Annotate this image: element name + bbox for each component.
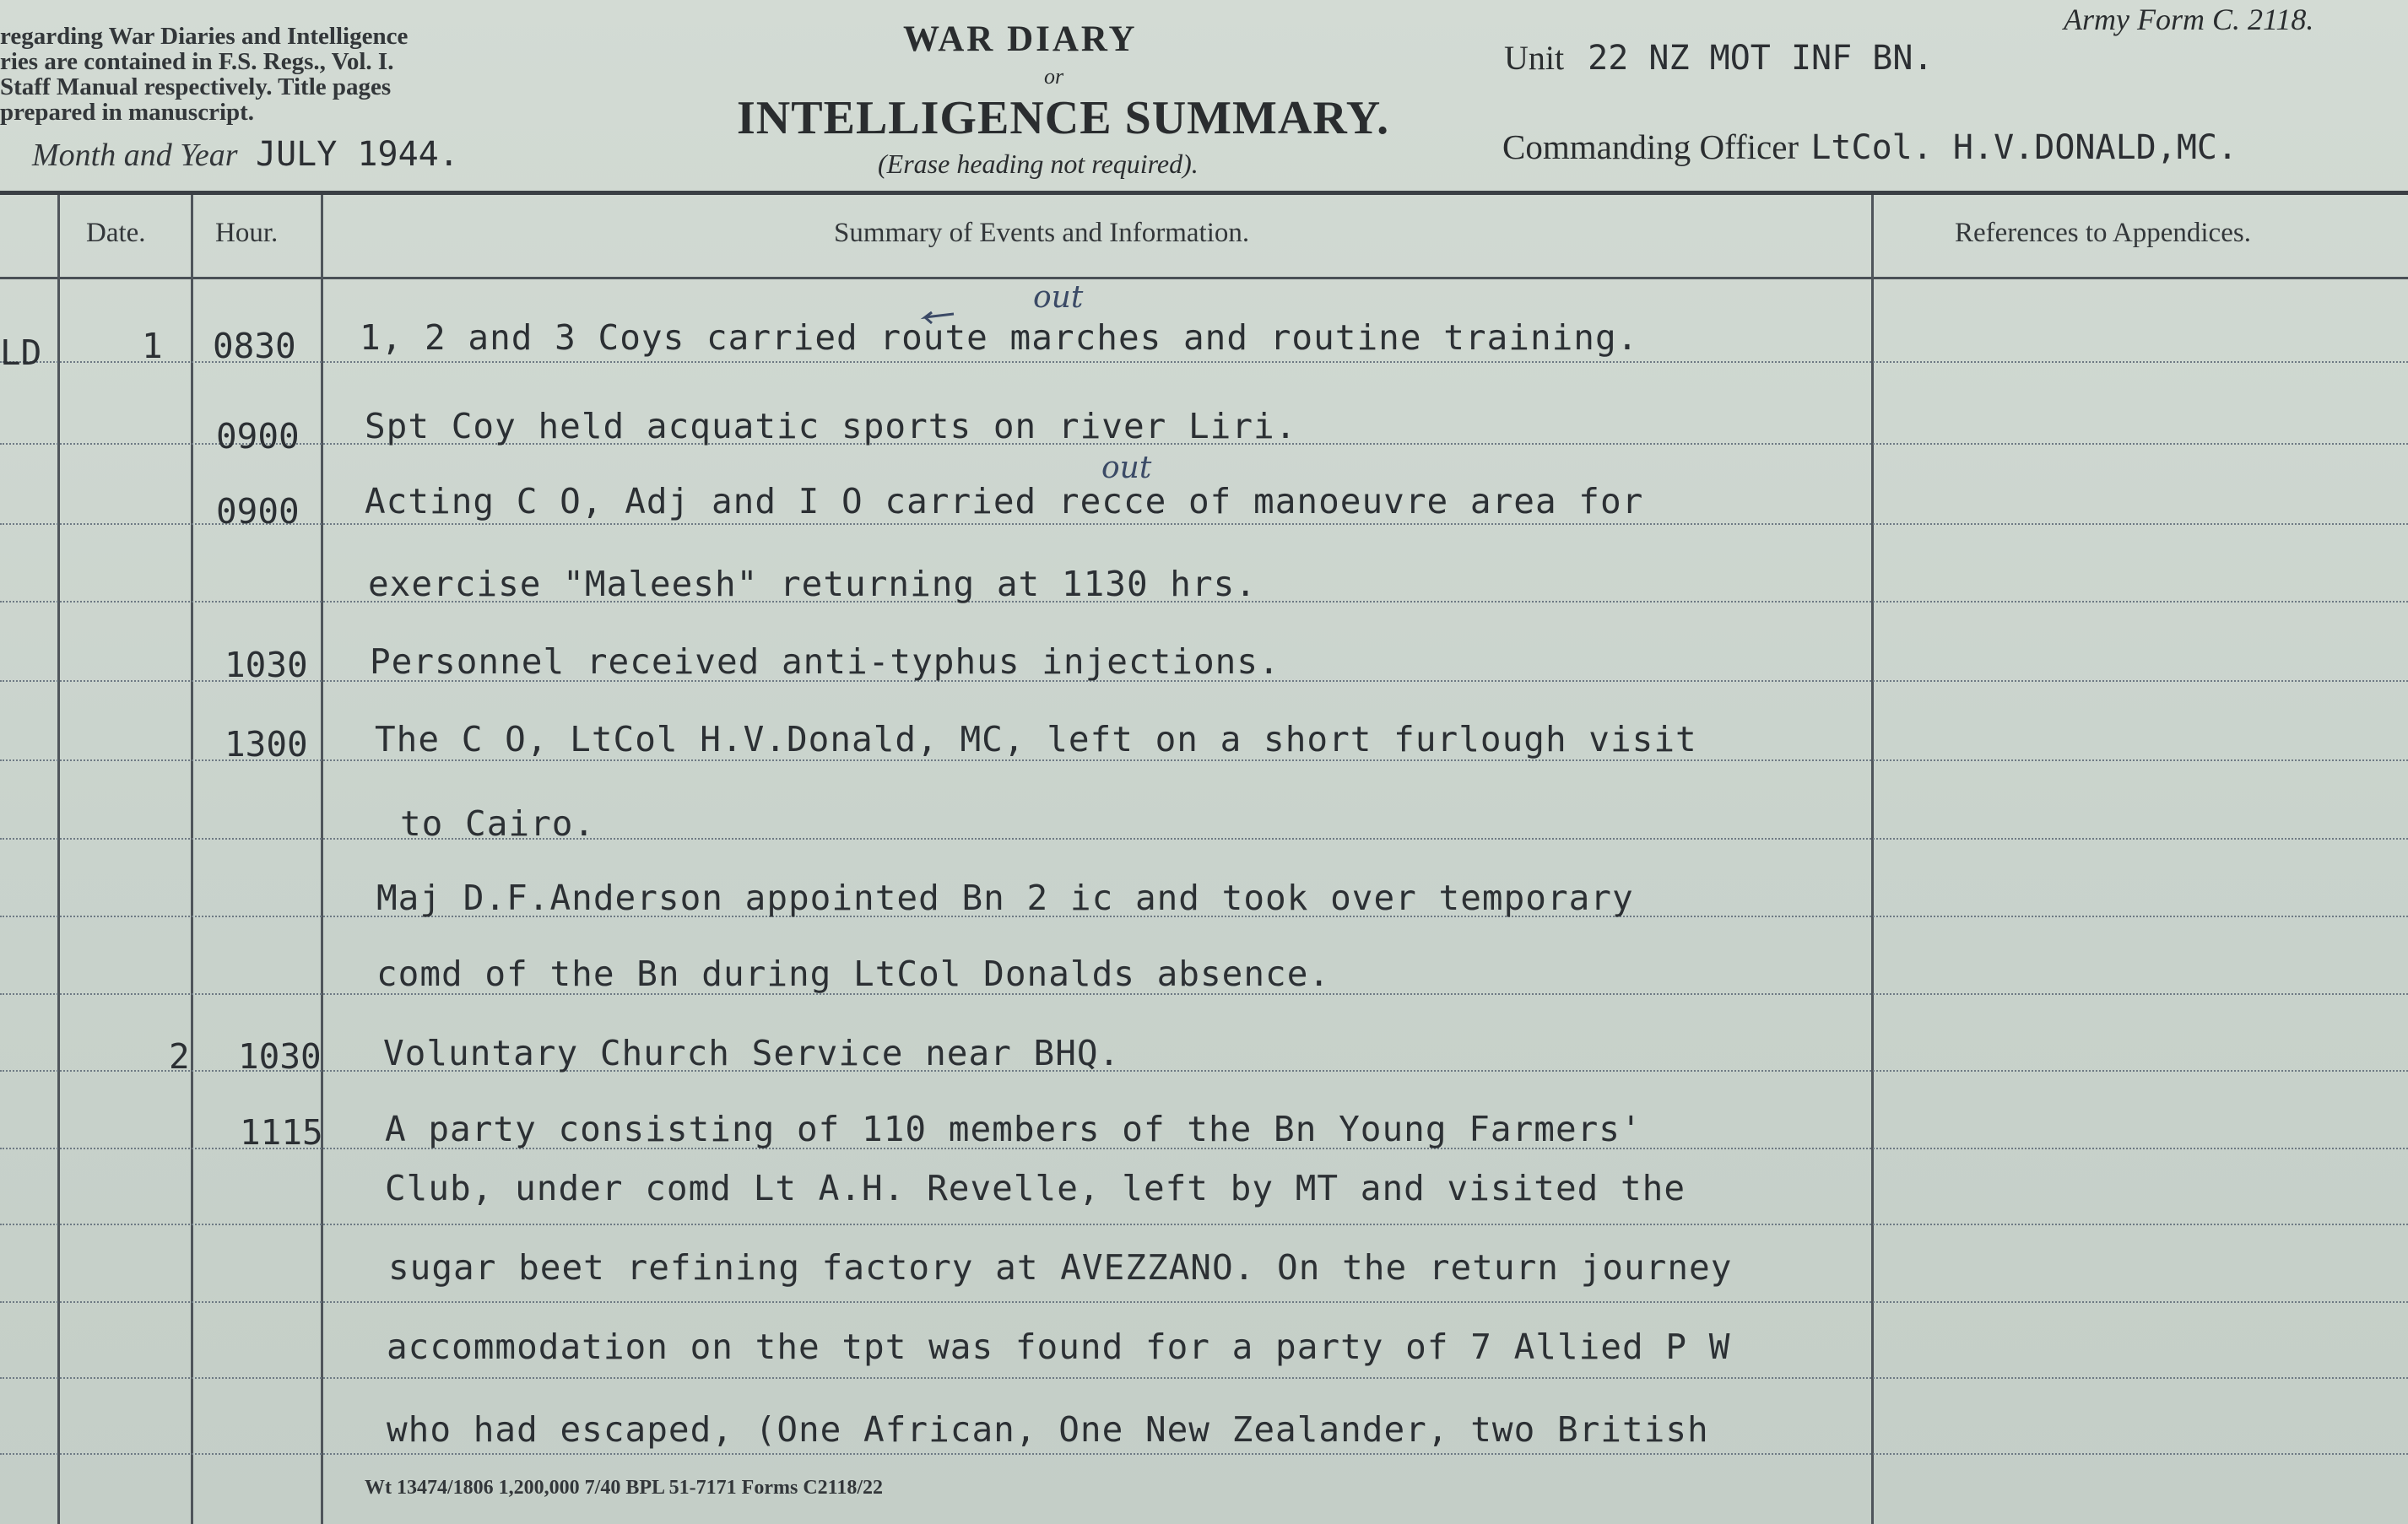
commanding-officer-field	[1502, 127, 2238, 167]
entry-hour: 1030	[225, 645, 308, 685]
entry-text: Acting C O, Adj and I O carried recce of manoeuvre area for	[365, 481, 1644, 522]
row-rule	[0, 1453, 2408, 1455]
regulations-note	[0, 24, 408, 125]
entry-text: Club, under comd Lt A.H. Revelle, left by MT and visited the	[385, 1168, 1686, 1208]
row-rule	[0, 361, 2408, 363]
month-year-value: JULY 1944.	[256, 135, 459, 174]
month-year-field	[32, 135, 459, 174]
row-rule	[0, 1224, 2408, 1225]
entry-hour: 0900	[216, 491, 300, 532]
row-rule	[0, 1301, 2408, 1303]
entry-text: Maj D.F.Anderson appointed Bn 2 ic and took over temporary	[376, 878, 1634, 918]
regulations-note-line: Staff Manual respectively. Title pages	[0, 73, 392, 100]
column-header-hour: Hour.	[215, 218, 279, 248]
regulations-note-line: ries are contained in F.S. Regs., Vol. I.	[0, 48, 394, 75]
entry-text: who had escaped, (One African, One New Zealander, two British	[387, 1409, 1709, 1450]
column-divider	[1871, 195, 1874, 1524]
entry-hour: 0900	[216, 416, 300, 457]
entry-text: Voluntary Church Service near BHQ.	[383, 1033, 1121, 1073]
column-header-references: References to Appendices.	[1955, 218, 2251, 248]
month-year-label: Month and Year	[32, 138, 238, 173]
row-rule	[0, 1070, 2408, 1072]
header-divider	[0, 191, 2408, 195]
commanding-officer-value: LtCol. H.V.DONALD,MC.	[1810, 128, 2238, 167]
entry-hour: 1030	[238, 1036, 322, 1077]
row-rule	[0, 523, 2408, 525]
entry-date: 2	[169, 1036, 190, 1077]
printer-imprint: Wt 13474/1806 1,200,000 7/40 BPL 51-7171 Forms C2118/22	[365, 1477, 883, 1499]
form-title-note: (Erase heading not required).	[878, 149, 1199, 179]
column-divider	[191, 195, 193, 1524]
form-title-or: or	[1044, 64, 1064, 89]
form-title-war-diary: WAR DIARY	[903, 19, 1138, 59]
entry-hour: 1300	[225, 724, 308, 765]
column-divider	[321, 195, 323, 1524]
handwritten-correction: out	[1033, 280, 1084, 315]
handwritten-correction: out	[1101, 451, 1152, 485]
row-rule	[0, 759, 2408, 761]
form-title-intelligence-summary: INTELLIGENCE SUMMARY.	[737, 92, 1390, 144]
column-header-summary: Summary of Events and Information.	[834, 218, 1250, 248]
regulations-note-line: prepared in manuscript.	[0, 99, 255, 126]
column-header-date: Date.	[86, 218, 146, 248]
entry-text: Personnel received anti-typhus injections.	[370, 641, 1280, 682]
entry-hour: 1115	[240, 1112, 323, 1153]
unit-label: Unit	[1504, 39, 1565, 77]
entry-place: LD	[0, 332, 42, 373]
commanding-officer-label: Commanding Officer	[1502, 127, 1799, 166]
entry-text: exercise "Maleesh" returning at 1130 hrs.	[368, 564, 1258, 604]
entry-date: 1	[142, 326, 163, 366]
insertion-caret-icon	[920, 311, 955, 326]
entry-text: accommodation on the tpt was found for a party of 7 Allied P W	[387, 1327, 1731, 1367]
entry-text: sugar beet refining factory at AVEZZANO. On the return journey	[388, 1247, 1733, 1288]
entry-text: Spt Coy held acquatic sports on river Liri.	[365, 406, 1297, 446]
army-form-number: Army Form C. 2118.	[2064, 3, 2314, 36]
entry-text: The C O, LtCol H.V.Donald, MC, left on a short furlough visit	[375, 719, 1697, 759]
entry-text: to Cairo.	[400, 803, 596, 844]
unit-value: 22 NZ MOT INF BN.	[1588, 39, 1934, 78]
entry-text: 1, 2 and 3 Coys carried route marches and routine training.	[360, 317, 1639, 358]
row-rule	[0, 838, 2408, 840]
column-divider	[57, 195, 60, 1524]
column-header-divider	[0, 277, 2408, 279]
row-rule	[0, 1377, 2408, 1379]
entry-hour: 0830	[213, 326, 296, 366]
regulations-note-line: regarding War Diaries and Intelligence	[0, 23, 409, 50]
entry-text: comd of the Bn during LtCol Donalds absence.	[376, 954, 1331, 994]
unit-field	[1504, 38, 1934, 78]
entry-text: A party consisting of 110 members of the Bn Young Farmers'	[385, 1109, 1642, 1149]
